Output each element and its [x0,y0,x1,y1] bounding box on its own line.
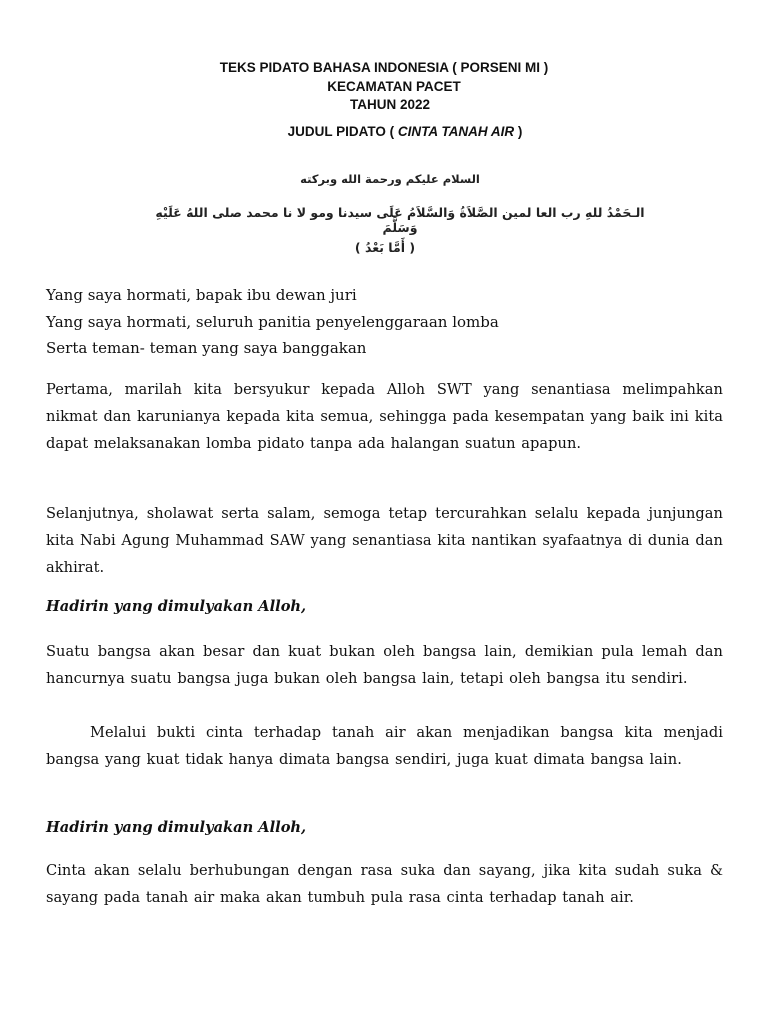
paragraph-opening: Pertama, marilah kita bersyukur kepada Alloh SWT yang senantiasa melimpahkan nikmat dan karunianya kepada kita semua, sehingga pada kesempatan yang baik ini kita dapat melaksanakan lomba pidato tanpa ada halangan suatun apapun. [46,381,723,452]
greetings-block [46,282,726,362]
greeting-line: Yang saya hormati, bapak ibu dewan juri [46,286,357,304]
doc-title-line3: TAHUN 2022 [349,97,431,112]
doc-title-line2: KECAMATAN PACET [327,79,461,94]
paragraph-bangsa: Suatu bangsa akan besar dan kuat bukan oleh bangsa lain, demikian pula lemah dan hancurnya suatu bangsa juga bukan oleh bangsa lain, tetapi oleh bangsa itu sendiri. [46,643,723,687]
paragraph-cinta: Cinta akan selalu berhubungan dengan rasa suka dan sayang, jika kita sudah suka & sayang pada tanah air maka akan tumbuh pula rasa cinta terhadap tanah air. [46,862,723,906]
section-heading: Hadirin yang dimulyakan Alloh, [46,819,307,836]
speech-title-name: CINTA TANAH AIR [397,124,515,139]
speech-title-suffix: ) [514,124,523,139]
arabic-hamdalah: الـحَمْدُ للهِ رب العا لمين الصَّلاَةُ وَالسَّلاَمُ عَلَى سيدنا ومو لا نا محمد صلى اللهُ عَلَيْهِ وَسَلَّمَ [155,205,645,235]
doc-title-line1: TEKS PIDATO BAHASA INDONESIA ( PORSENI MI ) [219,60,549,75]
speech-title-prefix: JUDUL PIDATO ( [287,124,398,139]
section-heading: Hadirin yang dimulyakan Alloh, [46,598,307,615]
speech-title [0,124,768,139]
arabic-salam: السلام عليكم ورحمة الله وبركته [300,172,480,186]
paragraph-bukti-cinta: Melalui bukti cinta terhadap tanah air akan menjadikan bangsa kita menjadi bangsa yang kuat tidak hanya dimata bangsa sendiri, juga kuat dimata bangsa lain. [46,724,723,768]
greeting-line: Yang saya hormati, seluruh panitia penyelenggaraan lomba [46,312,499,331]
arabic-amma-badu: ( أَمَّا بَعْدُ ) [354,240,416,255]
greeting-line: Serta teman- teman yang saya banggakan [46,339,367,357]
paragraph-sholawat: Selanjutnya, sholawat serta salam, semoga tetap tercurahkan selalu kepada junjungan kita Nabi Agung Muhammad SAW yang senantiasa kita nantikan syafaatnya di dunia dan akhirat. [46,505,723,576]
